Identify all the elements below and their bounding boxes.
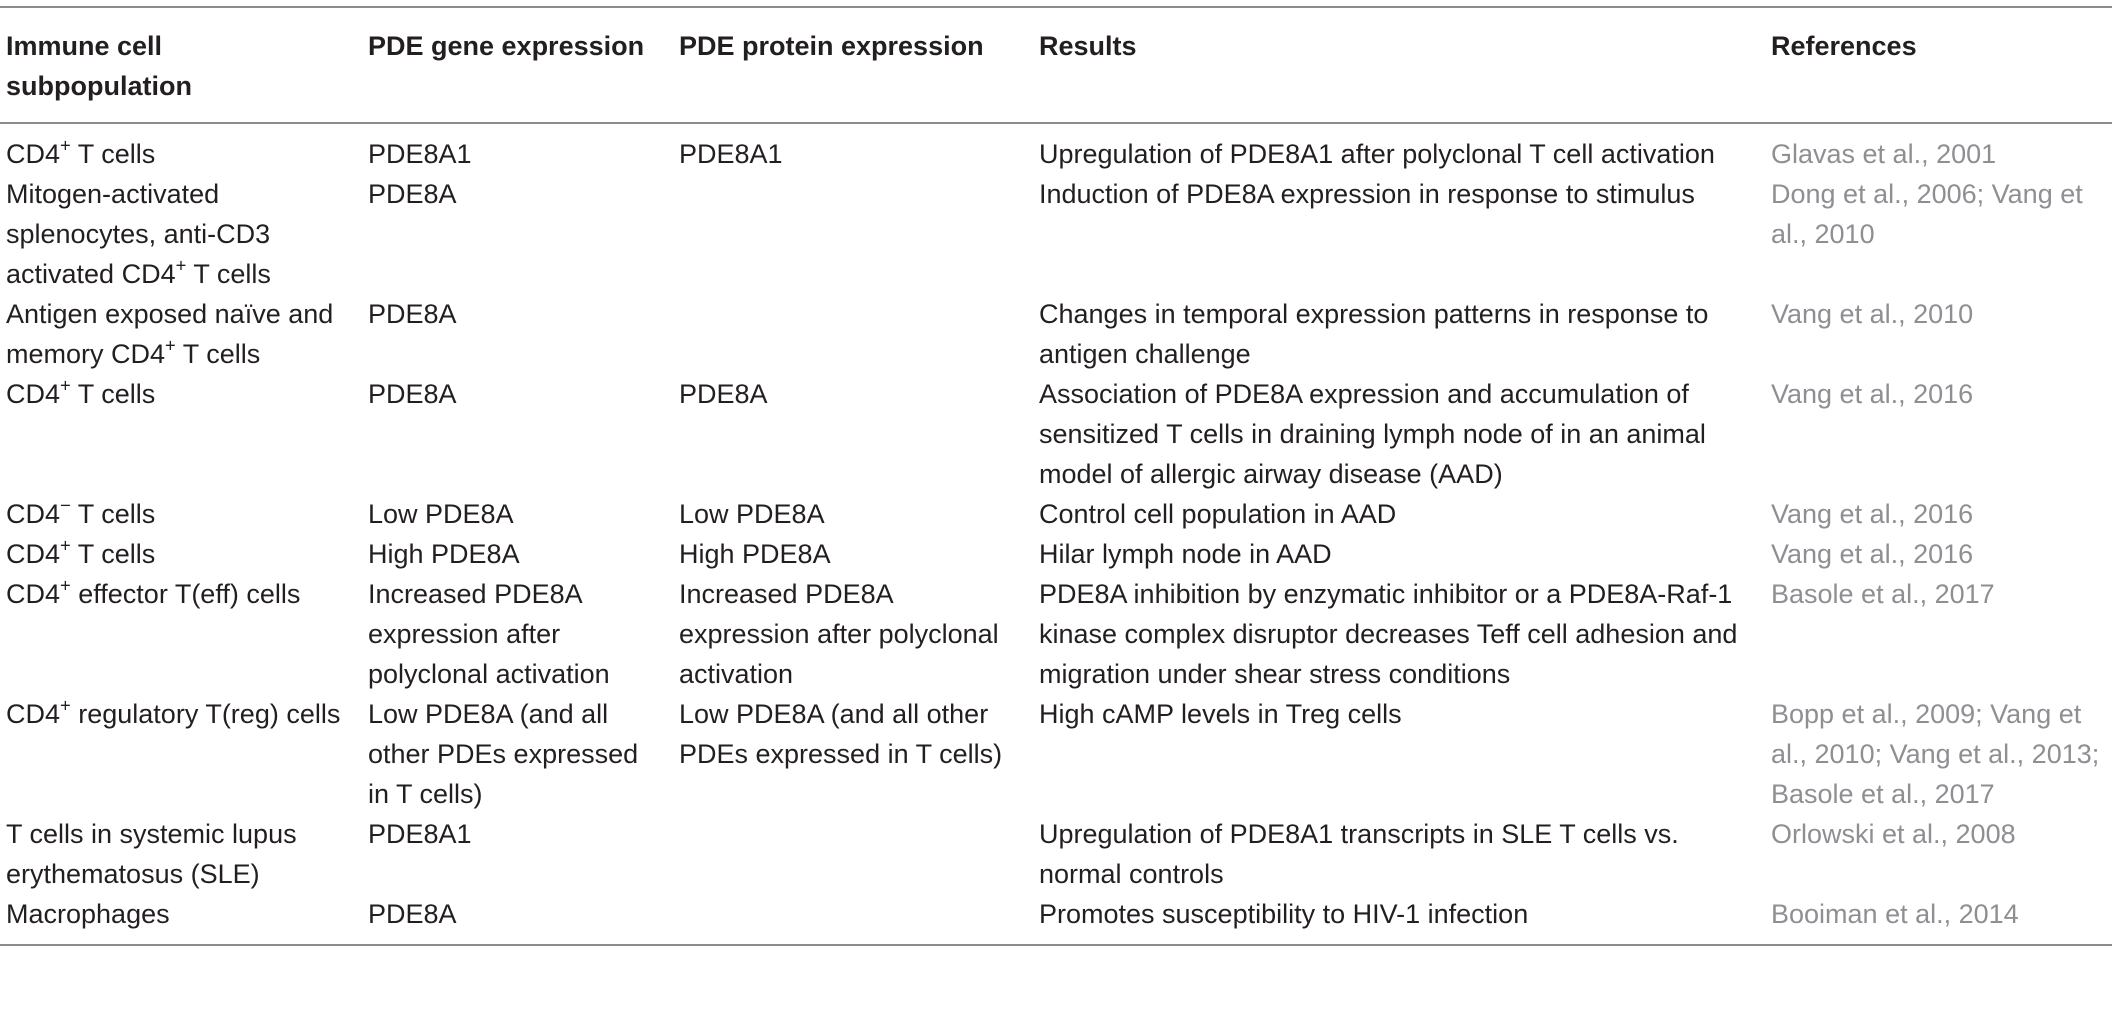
cell-references: Vang et al., 2016 <box>1771 379 1974 409</box>
cell-subpopulation <box>0 294 360 374</box>
cell-subpopulation-text: CD4 <box>6 139 61 169</box>
table-row <box>0 123 2112 174</box>
cell-references: Dong et al., 2006; Vang et al., 2010 <box>1771 179 2083 249</box>
cell-protein-expression <box>671 294 1031 374</box>
cell-gene-expression: PDE8A1 <box>368 139 472 169</box>
cell-references: Vang et al., 2010 <box>1771 299 1974 329</box>
cell-references: Vang et al., 2016 <box>1771 539 1974 569</box>
header-row <box>0 7 2112 123</box>
table-row <box>0 494 2112 534</box>
cell-subpopulation <box>0 694 360 814</box>
cell-gene-expression: PDE8A1 <box>368 819 472 849</box>
cell-subpopulation-superscript: + <box>60 134 71 156</box>
cell-protein-expression <box>671 814 1031 894</box>
cell-gene-expression: PDE8A <box>368 179 457 209</box>
cell-subpopulation-text: CD4 <box>6 499 61 529</box>
cell-subpopulation-text: T cells <box>70 539 156 569</box>
header-references: References <box>1771 31 1917 61</box>
cell-subpopulation <box>0 374 360 494</box>
pde8a-immune-cell-table <box>0 6 2112 946</box>
cell-protein-expression <box>671 174 1031 294</box>
cell-subpopulation-text: T cells <box>70 379 156 409</box>
cell-results: Hilar lymph node in AAD <box>1039 539 1332 569</box>
header-immune-cell-subpopulation: Immune cell subpopulation <box>6 31 192 101</box>
table-row <box>0 814 2112 894</box>
table-row <box>0 174 2112 294</box>
cell-protein-expression: Low PDE8A <box>679 499 825 529</box>
cell-subpopulation-text: Macrophages <box>6 899 170 929</box>
cell-results: Upregulation of PDE8A1 after polyclonal T cell activation <box>1039 139 1715 169</box>
cell-subpopulation-text: T cells <box>70 499 156 529</box>
cell-results: High cAMP levels in Treg cells <box>1039 699 1402 729</box>
cell-subpopulation-text: T cells <box>186 259 271 289</box>
cell-protein-expression: PDE8A1 <box>679 139 783 169</box>
cell-protein-expression: Low PDE8A (and all other PDEs expressed in T cells) <box>679 699 1003 769</box>
cell-subpopulation <box>0 534 360 574</box>
cell-subpopulation-text: CD4 <box>6 539 61 569</box>
cell-subpopulation-superscript: + <box>165 334 176 356</box>
header-results: Results <box>1039 31 1137 61</box>
table-row <box>0 574 2112 694</box>
table-row <box>0 534 2112 574</box>
cell-protein-expression <box>671 894 1031 945</box>
cell-subpopulation-text: Mitogen-activated splenocytes, anti-CD3 activated CD4 <box>6 179 271 289</box>
cell-references: Booiman et al., 2014 <box>1771 899 2019 929</box>
cell-results: Changes in temporal expression patterns in response to antigen challenge <box>1039 299 1709 369</box>
cell-subpopulation-text: T cells <box>70 139 156 169</box>
table-container <box>0 6 2118 946</box>
cell-subpopulation-text: regulatory T(reg) cells <box>70 699 341 729</box>
header-pde-gene-expression: PDE gene expression <box>368 31 645 61</box>
cell-references: Basole et al., 2017 <box>1771 579 1995 609</box>
table-row <box>0 294 2112 374</box>
cell-gene-expression: Low PDE8A (and all other PDEs expressed in T cells) <box>368 699 639 809</box>
cell-subpopulation-superscript: + <box>60 374 71 396</box>
cell-references: Bopp et al., 2009; Vang et al., 2010; Vang et al., 2013; Basole et al., 2017 <box>1771 699 2100 809</box>
cell-subpopulation <box>0 494 360 534</box>
cell-gene-expression: PDE8A <box>368 899 457 929</box>
cell-results: Promotes susceptibility to HIV-1 infection <box>1039 899 1529 929</box>
cell-subpopulation <box>0 894 360 945</box>
cell-subpopulation <box>0 574 360 694</box>
cell-gene-expression: PDE8A <box>368 299 457 329</box>
cell-subpopulation-superscript: + <box>60 534 71 556</box>
cell-references: Glavas et al., 2001 <box>1771 139 1997 169</box>
cell-subpopulation-superscript: + <box>60 694 71 716</box>
cell-results: Induction of PDE8A expression in response to stimulus <box>1039 179 1695 209</box>
cell-protein-expression: High PDE8A <box>679 539 831 569</box>
cell-subpopulation-text: T cells <box>175 339 261 369</box>
cell-subpopulation-text: T cells in systemic lupus erythematosus (SLE) <box>6 819 297 889</box>
cell-subpopulation-superscript: + <box>60 574 71 596</box>
cell-subpopulation <box>0 174 360 294</box>
cell-results: PDE8A inhibition by enzymatic inhibitor or a PDE8A-Raf-1 kinase complex disruptor decreases Teff cell adhesion and migration under shear stress conditions <box>1039 579 1738 689</box>
table-row <box>0 374 2112 494</box>
table-header <box>0 7 2112 123</box>
table-row <box>0 694 2112 814</box>
cell-subpopulation-text: CD4 <box>6 379 61 409</box>
cell-protein-expression: Increased PDE8A expression after polyclonal activation <box>679 579 999 689</box>
cell-subpopulation <box>0 814 360 894</box>
cell-results: Association of PDE8A expression and accumulation of sensitized T cells in draining lymph node of in an animal model of allergic airway disease (AAD) <box>1039 379 1706 489</box>
cell-gene-expression: PDE8A <box>368 379 457 409</box>
cell-subpopulation-superscript: + <box>175 254 187 276</box>
cell-references: Orlowski et al., 2008 <box>1771 819 2016 849</box>
table-row <box>0 894 2112 945</box>
cell-subpopulation-text: effector T(eff) cells <box>70 579 301 609</box>
table-body <box>0 123 2112 945</box>
header-pde-protein-expression: PDE protein expression <box>679 31 984 61</box>
cell-subpopulation <box>0 123 360 174</box>
cell-subpopulation-text: CD4 <box>6 579 61 609</box>
cell-subpopulation-superscript: − <box>60 494 71 516</box>
cell-protein-expression: PDE8A <box>679 379 768 409</box>
cell-gene-expression: Increased PDE8A expression after polyclonal activation <box>368 579 610 689</box>
cell-gene-expression: High PDE8A <box>368 539 520 569</box>
cell-gene-expression: Low PDE8A <box>368 499 514 529</box>
cell-results: Control cell population in AAD <box>1039 499 1397 529</box>
cell-results: Upregulation of PDE8A1 transcripts in SLE T cells vs. normal controls <box>1039 819 1679 889</box>
cell-subpopulation-text: CD4 <box>6 699 61 729</box>
cell-subpopulation-text: Antigen exposed naïve and memory CD4 <box>6 299 334 369</box>
cell-references: Vang et al., 2016 <box>1771 499 1974 529</box>
